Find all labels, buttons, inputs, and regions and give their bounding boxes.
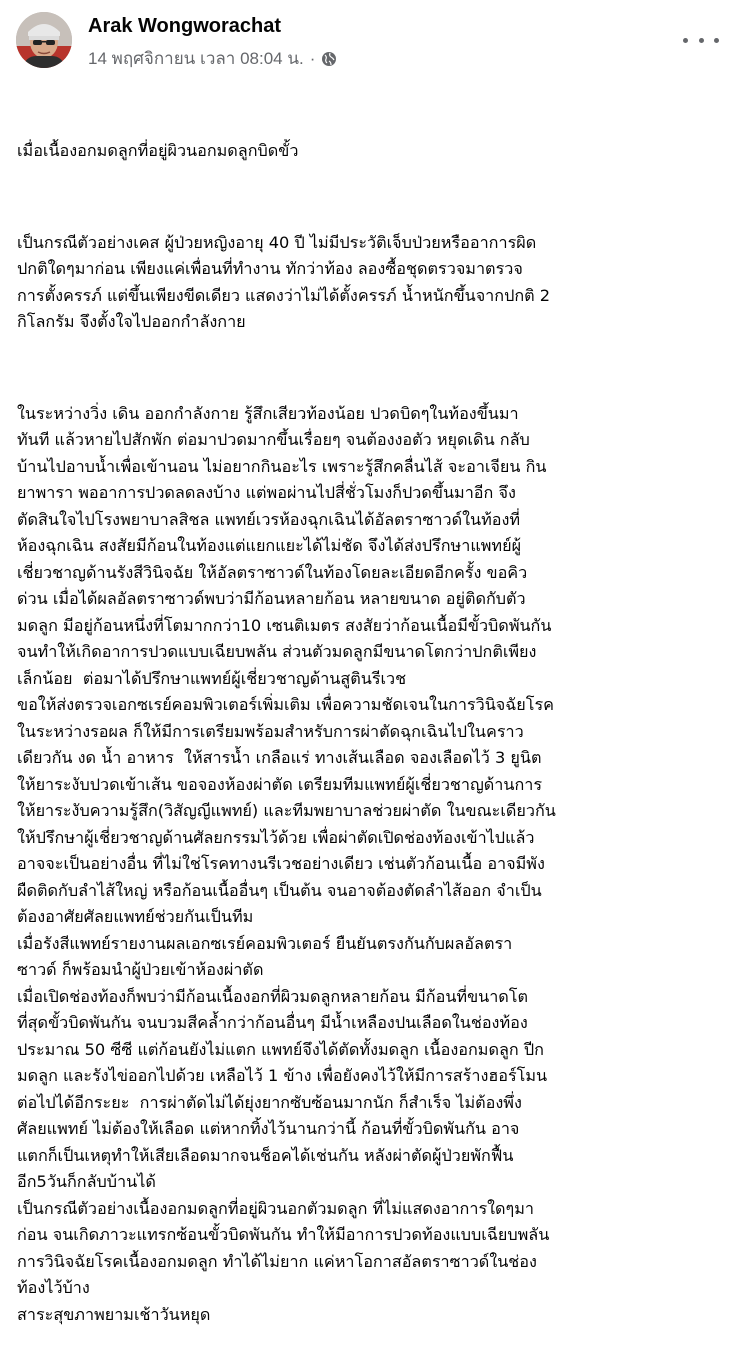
post-meta bbox=[88, 45, 337, 72]
post-timestamp[interactable]: 14 พฤศจิกายน เวลา 08:04 น. bbox=[88, 49, 304, 68]
post-header bbox=[16, 12, 723, 72]
more-horizontal-icon bbox=[714, 38, 719, 43]
more-horizontal-icon bbox=[699, 38, 704, 43]
post-body bbox=[17, 85, 725, 1355]
post-paragraph: ในระหว่างวิ่ง เดิน ออกกำลังกาย รู้สึกเสียวท้องน้อย ปวดบิดๆในท้องขึ้นมา ทันที แล้วหายไปสักพัก ต่อมาปวดมากขึ้นเรื่อยๆ จนต้องงอตัว หยุดเดิน กลับ บ้านไปอาบน้ำเพื่อเข้านอน ไม่อยากกินอะไร เพราะรู้สึกคลื่นไส้ จะอาเจียน กิน ยาพารา พออาการปวดลดลงบ้าง แต่พอผ่านไปสี่ชั่วโมงก็ปวดขึ้นมาอีก จึง ตัดสินใจไปโรงพยาบาลสิชล แพทย์เวรห้องฉุกเฉินได้อัลตราซาวด์ในท้องที่ ห้องฉุกเฉิน สงสัยมีก้อนในท้องแต่แยกแยะได้ไม่ชัด จึงได้ส่งปรึกษาแพทย์ผู้ เชี่ยวชาญด้านรังสีวินิจฉัย ให้อัลตราซาวด์ในท้องโดยละเอียดอีกครั้ง ขอคิว ด่วน เมื่อได้ผลอัลตราซาวด์พบว่ามีก้อนหลายก้อน หลายขนาด อยู่ติดกับตัว มดลูก มีอยู่ก้อนหนึ่งที่โตมากกว่า10 เซนติเมตร สงสัยว่าก้อนเนื้อมีขั้วบิดพันกัน จนทำให้เกิดอาการปวดแบบเฉียบพลัน ส่วนตัวมดลูกมีขนาดโตกว่าปกติเพียง เล็กน้อย ต่อมาได้ปรึกษาแพทย์ผู้เชี่ยวชาญด้านสูตินรีเวช ขอให้ส่งตรวจเอกซเรย์คอมพิวเตอร์เพิ่มเติม เพื่อความชัดเจนในการวินิจฉัยโรค ในระหว่างรอผล ก็ให้มีการเตรียมพร้อมสำหรับการผ่าตัดฉุกเฉินไปในคราว เดียวกัน งด น้ำ อาหาร ให้สารน้ำ เกลือแร่ ทางเส้นเลือด จองเลือดไว้ 3 ยูนิต ให้ยาระงับปวดเข้าเส้น ขอจองห้องผ่าตัด เตรียมทีมแพทย์ผู้เชี่ยวชาญด้านการ ให้ยาระงับความรู้สึก(วิสัญญีแพทย์) และทีมพยาบาลช่วยผ่าตัด ในขณะเดียวกัน ให้ปรึกษาผู้เชี่ยวชาญด้านศัลยกรรมไว้ด้วย เพื่อผ่าตัดเปิดช่องท้องเข้าไปแล้ว อาจจะเป็นอย่างอื่น ที่ไม่ใช่โรคทางนรีเวชอย่างเดียว เช่นตัวก้อนเนื้อ อาจมีพัง ผืดติดกับลำไส้ใหญ่ หรือก้อนเนื้ออื่นๆ เป็นต้น จนอาจต้องตัดลำไส้ออก จำเป็น ต้องอาศัยศัลยแพทย์ช่วยกันเป็นทีม เมื่อรังสีแพทย์รายงานผลเอกซเรย์คอมพิวเตอร์ ยืนยันตรงกันกับผลอัลตรา ซาวด์ ก็พร้อมนำผู้ป่วยเข้าห้องผ่าตัด เมื่อเปิดช่องท้องก็พบว่ามีก้อนเนื้องอกที่ผิวมดลูกหลายก้อน มีก้อนที่ขนาดโต ที่สุดขั้วบิดพันกัน จนบวมสีคล้ำกว่าก้อนอื่นๆ มีน้ำเหลืองปนเลือดในช่องท้อง ประมาณ 50 ซีซี แต่ก้อนยังไม่แตก แพทย์จึงได้ตัดทั้งมดลูก เนื้องอกมดลูก ปีก มดลูก และรังไข่ออกไปด้วย เหลือไว้ 1 ข้าง เพื่อยังคงไว้ให้มีการสร้างฮอร์โมน ต่อไปได้อีกระยะ การผ่าตัดไม่ได้ยุ่งยากซับซ้อนมากนัก ก็สำเร็จ ไม่ต้องพึ่ง ศัลยแพทย์ ไม่ต้องให้เลือด แต่หากทิ้งไว้นานกว่านี้ ก้อนที่ขั้วบิดพันกัน อาจ แตกก็เป็นเหตุทำให้เสียเลือดมากจนช็อคได้เช่นกัน หลังผ่าตัดผู้ป่วยพักฟื้น อีก5วันก็กลับบ้านได้ เป็นกรณีตัวอย่างเนื้องอกมดลูกที่อยู่ผิวนอกตัวมดลูก ที่ไม่แสดงอาการใดๆมา ก่อน จนเกิดภาวะแทรกซ้อนขั้วบิดพันกัน ทำให้มีอาการปวดท้องแบบเฉียบพลัน การวินิจฉัยโรคเนื้องอกมดลูก ทำได้ไม่ยาก แค่หาโอกาสอัลตราซาวด์ในช่อง ท้องไว้บ้าง สาระสุขภาพยามเช้าวันหยุด bbox=[17, 403, 556, 1324]
post-paragraph-title: เมื่อเนื้องอกมดลูกที่อยู่ผิวนอกมดลูกบิดขั้ว bbox=[17, 141, 299, 160]
avatar[interactable] bbox=[16, 12, 72, 68]
more-options-button[interactable] bbox=[683, 28, 719, 52]
meta-separator: · bbox=[309, 48, 316, 68]
avatar-image bbox=[16, 12, 72, 68]
more-horizontal-icon bbox=[683, 38, 688, 43]
post-paragraph: เป็นกรณีตัวอย่างเคส ผู้ป่วยหญิงอายุ 40 ปี ไม่มีประวัติเจ็บป่วยหรืออาการผิด ปกติใดๆมาก่อน เพียงแค่เพื่อนที่ทำงาน ทักว่าท้อง ลองซื้อชุดตรวจมาตรวจ การตั้งครรภ์ แต่ขึ้นเพียงขีดเดียว แสดงว่าไม่ได้ตั้งครรภ์ น้ำหนักขึ้นจากปกติ 2 กิโลกรัม จึงตั้งใจไปออกกำลังกาย bbox=[17, 232, 551, 331]
globe-icon[interactable] bbox=[321, 51, 337, 67]
author-name[interactable]: Arak Wongworachat bbox=[88, 15, 281, 37]
